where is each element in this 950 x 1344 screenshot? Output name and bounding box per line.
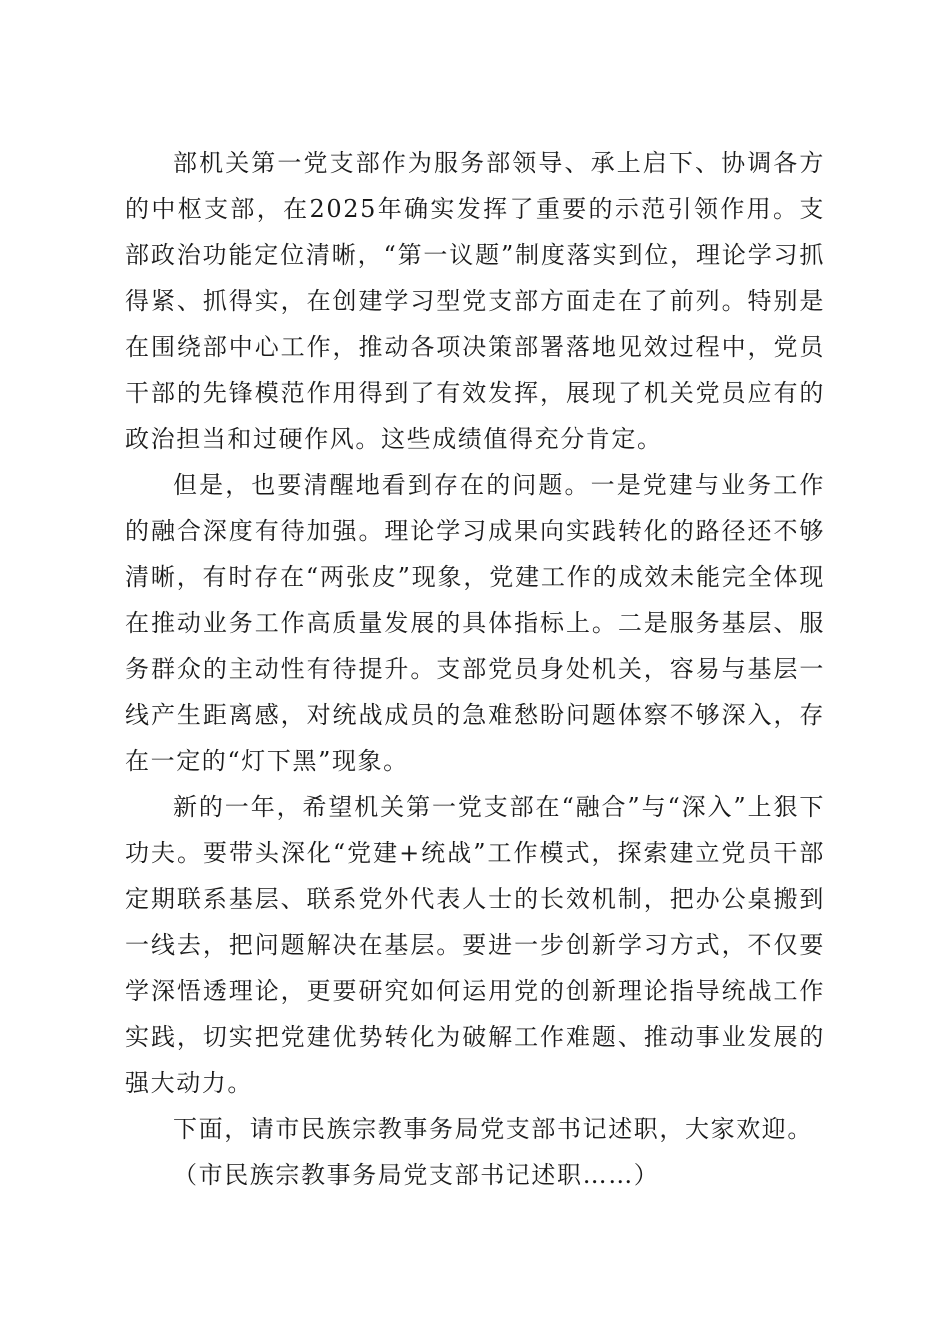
paragraph-expectations: 新的一年，希望机关第一党支部在“融合”与“深入”上狠下功夫。要带头深化“党建+统战”工作模式，探索建立党员干部定期联系基层、联系党外代表人士的长效机制，把办公桌搬到一线去，把问题解决在基层。要进一步创新学习方式，不仅要学深悟透理论，更要研究如何运用党的创新理论指导统战工作实践，切实把党建优势转化为破解工作难题、推动事业发展的强大动力。: [125, 793, 825, 1097]
paragraph-next-speaker: 下面，请市民族宗教事务局党支部书记述职，大家欢迎。: [173, 1115, 813, 1143]
paragraph-stage-direction: （市民族宗教事务局党支部书记述职……）: [173, 1161, 660, 1189]
paragraph-achievements: 部机关第一党支部作为服务部领导、承上启下、协调各方的中枢支部，在2025年确实发挥了重要的示范引领作用。支部政治功能定位清晰，“第一议题”制度落实到位，理论学习抓得紧、抓得实，在创建学习型党支部方面走在了前列。特别是在围绕部中心工作，推动各项决策部署落地见效过程中，党员干部的先锋模范作用得到了有效发挥，展现了机关党员应有的政治担当和过硬作风。这些成绩值得充分肯定。: [125, 149, 825, 453]
document-body: [125, 140, 825, 1198]
paragraph-problems: 但是，也要清醒地看到存在的问题。一是党建与业务工作的融合深度有待加强。理论学习成果向实践转化的路径还不够清晰，有时存在“两张皮”现象，党建工作的成效未能完全体现在推动业务工作高质量发展的具体指标上。二是服务基层、服务群众的主动性有待提升。支部党员身处机关，容易与基层一线产生距离感，对统战成员的急难愁盼问题体察不够深入，存在一定的“灯下黑”现象。: [125, 471, 825, 775]
